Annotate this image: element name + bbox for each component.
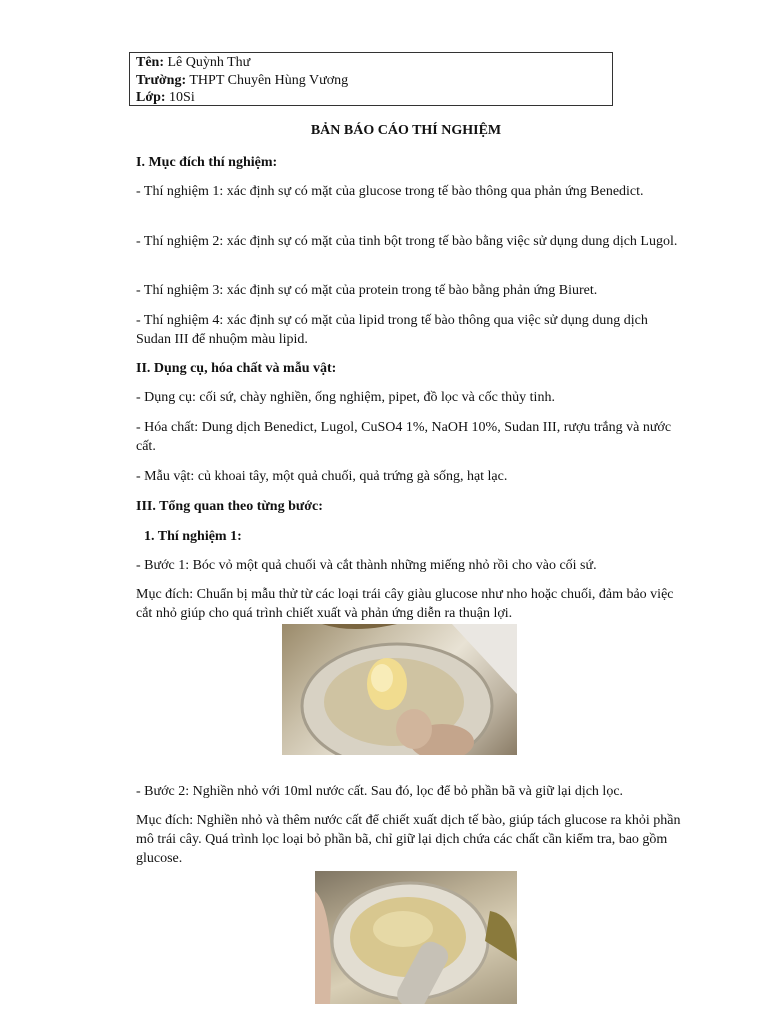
experiment1-heading: 1. Thí nghiệm 1:: [144, 529, 242, 544]
section1-item-1: - Thí nghiệm 1: xác định sự có mặt của glucose trong tế bào thông qua phản ứng Benedict.: [136, 184, 644, 199]
name-line: [136, 54, 606, 72]
step2-text: - Bước 2: Nghiền nhỏ với 10ml nước cất. Sau đó, lọc để bỏ phần bã và giữ lại dịch lọc.: [136, 784, 624, 799]
section1-item-3: - Thí nghiệm 3: xác định sự có mặt của protein trong tế bào bằng phản ứng Biuret.: [136, 283, 598, 298]
step1-text: - Bước 1: Bóc vỏ một quả chuối và cắt thành những miếng nhỏ rồi cho vào cối sứ.: [136, 558, 597, 573]
school-line: [136, 72, 606, 90]
section1-heading: I. Mục đích thí nghiệm:: [136, 155, 278, 170]
class-value: 10Si: [169, 90, 195, 105]
name-value: Lê Quỳnh Thư: [167, 55, 251, 70]
banana-mortar-illustration: [282, 624, 517, 755]
name-label: Tên:: [136, 55, 164, 70]
class-label: Lớp:: [136, 90, 166, 105]
mortar-pestle-photo: [315, 871, 517, 1004]
class-line: [136, 89, 606, 107]
section1-item-4: - Thí nghiệm 4: xác định sự có mặt của lipid trong tế bào thông qua việc sử dụng dung dịch Sudan III để nhuộm màu lipid.: [136, 313, 648, 347]
school-value: THPT Chuyên Hùng Vương: [189, 72, 349, 88]
student-info-box: [129, 52, 613, 106]
report-title: BẢN BÁO CÁO THÍ NGHIỆM: [310, 123, 502, 138]
section2-item-2: - Hóa chất: Dung dịch Benedict, Lugol, CuSO4 1%, NaOH 10%, Sudan III, rượu trắng và nước cất.: [136, 420, 672, 454]
school-label: Trường:: [136, 72, 187, 88]
banana-mortar-photo: [282, 624, 517, 755]
mortar-pestle-illustration: [315, 871, 517, 1004]
section2-item-1: - Dụng cụ: cối sứ, chày nghiền, ống nghiệm, pipet, đồ lọc và cốc thủy tinh.: [136, 390, 555, 405]
purpose1-text: Mục đích: Chuẩn bị mẫu thử từ các loại trái cây giàu glucose như nho hoặc chuối, đảm bảo việc cắt nhỏ giúp cho quá trình chiết xuất và phản ứng diễn ra thuận lợi.: [136, 587, 674, 621]
purpose2-text: Mục đích: Nghiền nhỏ và thêm nước cất để chiết xuất dịch tế bào, giúp tách glucose ra khỏi phần mô trái cây. Quá trình lọc loại bỏ phần bã, chỉ giữ lại dịch chứa các chất cần kiểm tra, bao gồm glucose.: [136, 813, 681, 866]
section2-item-3: - Mẫu vật: củ khoai tây, một quả chuối, quả trứng gà sống, hạt lạc.: [136, 469, 508, 484]
section1-item-2: - Thí nghiệm 2: xác định sự có mặt của tinh bột trong tế bào bằng việc sử dụng dung dịch Lugol.: [136, 234, 678, 249]
section3-heading: III. Tổng quan theo từng bước:: [136, 499, 323, 514]
section2-heading: II. Dụng cụ, hóa chất và mẫu vật:: [136, 361, 337, 376]
